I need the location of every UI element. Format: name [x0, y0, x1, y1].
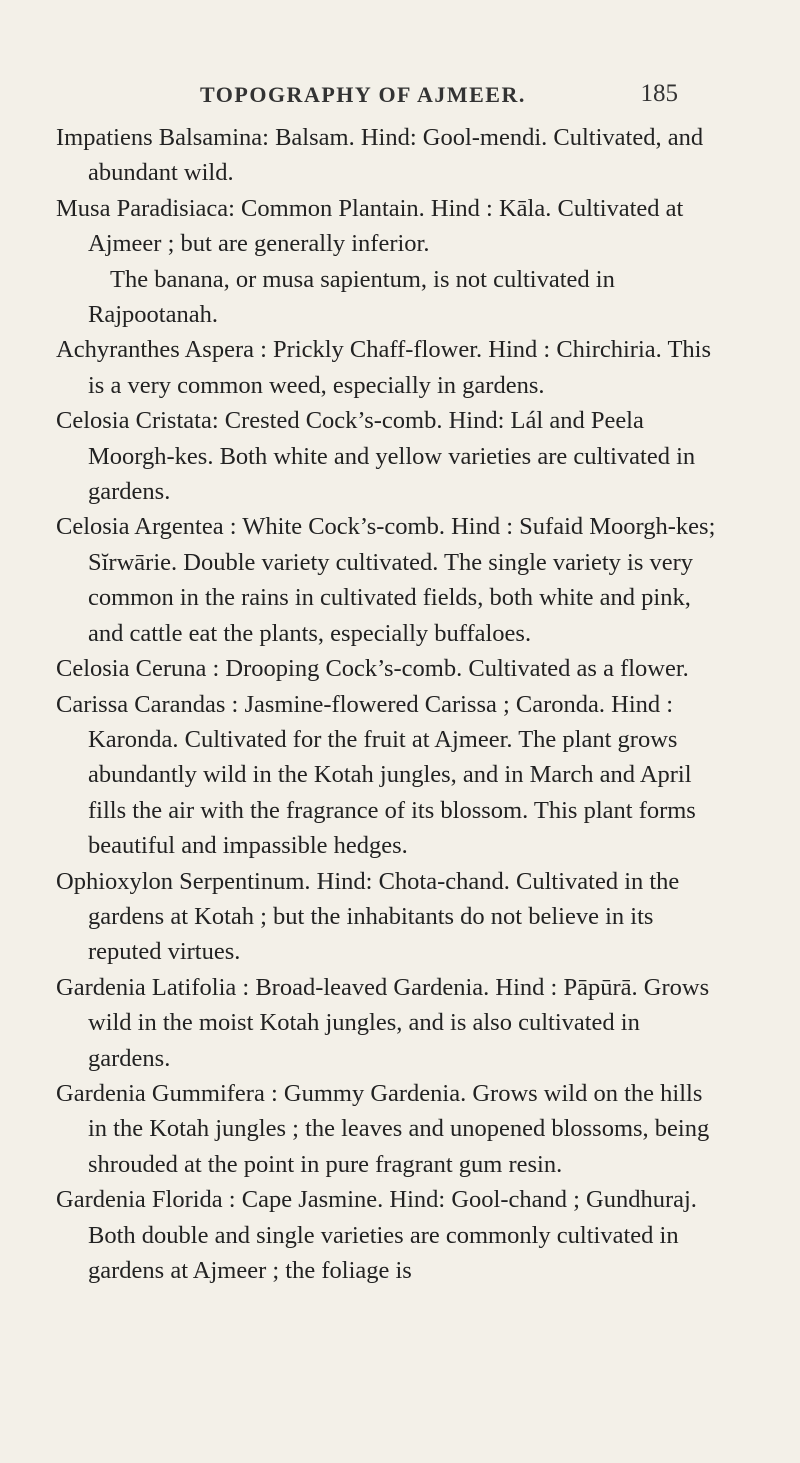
entry-achyranthes: Achyranthes Aspera : Prickly Chaff-flower. Hind : Chirchiria. This is a very common weed, especially in gardens.: [56, 336, 712, 399]
entry-musa: Musa Paradisiaca: Common Plantain. Hind : Kāla. Cultivated at Ajmeer ; but are generally inferior.: [56, 194, 684, 258]
entry-celosia-argentea: Celosia Argentea : White Cock’s-comb. Hind : Sufaid Moorgh-kes; Sĭrwārie. Double variety cultivated. The single variety is very common in the rains in cultivated fields, both white and pink, and cattle eat the plants, especially buffaloes.: [56, 513, 716, 647]
entry-celosia-ceruna: Celosia Ceruna : Drooping Cock’s-comb. Cultivated as a flower.: [56, 655, 689, 683]
header-title: TOPOGRAPHY OF AJMEER.: [200, 82, 526, 107]
entry-impatiens: Impatiens Balsamina: Balsam. Hind: Gool-mendi. Cultivated, and abundant wild.: [56, 124, 704, 187]
page-number: 185: [640, 80, 678, 107]
entry-gardenia-florida: Gardenia Florida : Cape Jasmine. Hind: Gool-chand ; Gundhuraj. Both double and single varieties are commonly cultivated in gardens at Ajmeer ; the foliage is: [56, 1186, 697, 1284]
entry-celosia-cristata: Celosia Cristata: Crested Cock’s-comb. Hind: Lál and Peela Moorgh-kes. Both white and yellow varieties are cultivated in gardens.: [56, 407, 696, 506]
running-header: [200, 82, 680, 108]
paragraph-banana-note: The banana, or musa sapientum, is not cultivated in Rajpootanah.: [88, 265, 615, 329]
page-body: [56, 120, 716, 1288]
entry-gardenia-latifolia: Gardenia Latifolia : Broad-leaved Gardenia. Hind : Pāpūrā. Grows wild in the moist Kotah jungles, and is also cultivated in gardens.: [56, 973, 710, 1072]
entry-gardenia-gummifera: Gardenia Gummifera : Gummy Gardenia. Grows wild on the hills in the Kotah jungles ; the leaves and unopened blossoms, being shrouded at the point in pure fragrant gum resin.: [56, 1079, 710, 1178]
entry-carissa: Carissa Carandas : Jasmine-flowered Carissa ; Caronda. Hind : Karonda. Cultivated for the fruit at Ajmeer. The plant grows abundantly wild in the Kotah jungles, and in March and April fills the air with the fragrance of its blossom. This plant forms beautiful and impassible hedges.: [56, 690, 696, 860]
entry-ophioxylon: Ophioxylon Serpentinum. Hind: Chota-chand. Cultivated in the gardens at Kotah ; but the inhabitants do not believe in its reputed virtues.: [56, 867, 680, 966]
